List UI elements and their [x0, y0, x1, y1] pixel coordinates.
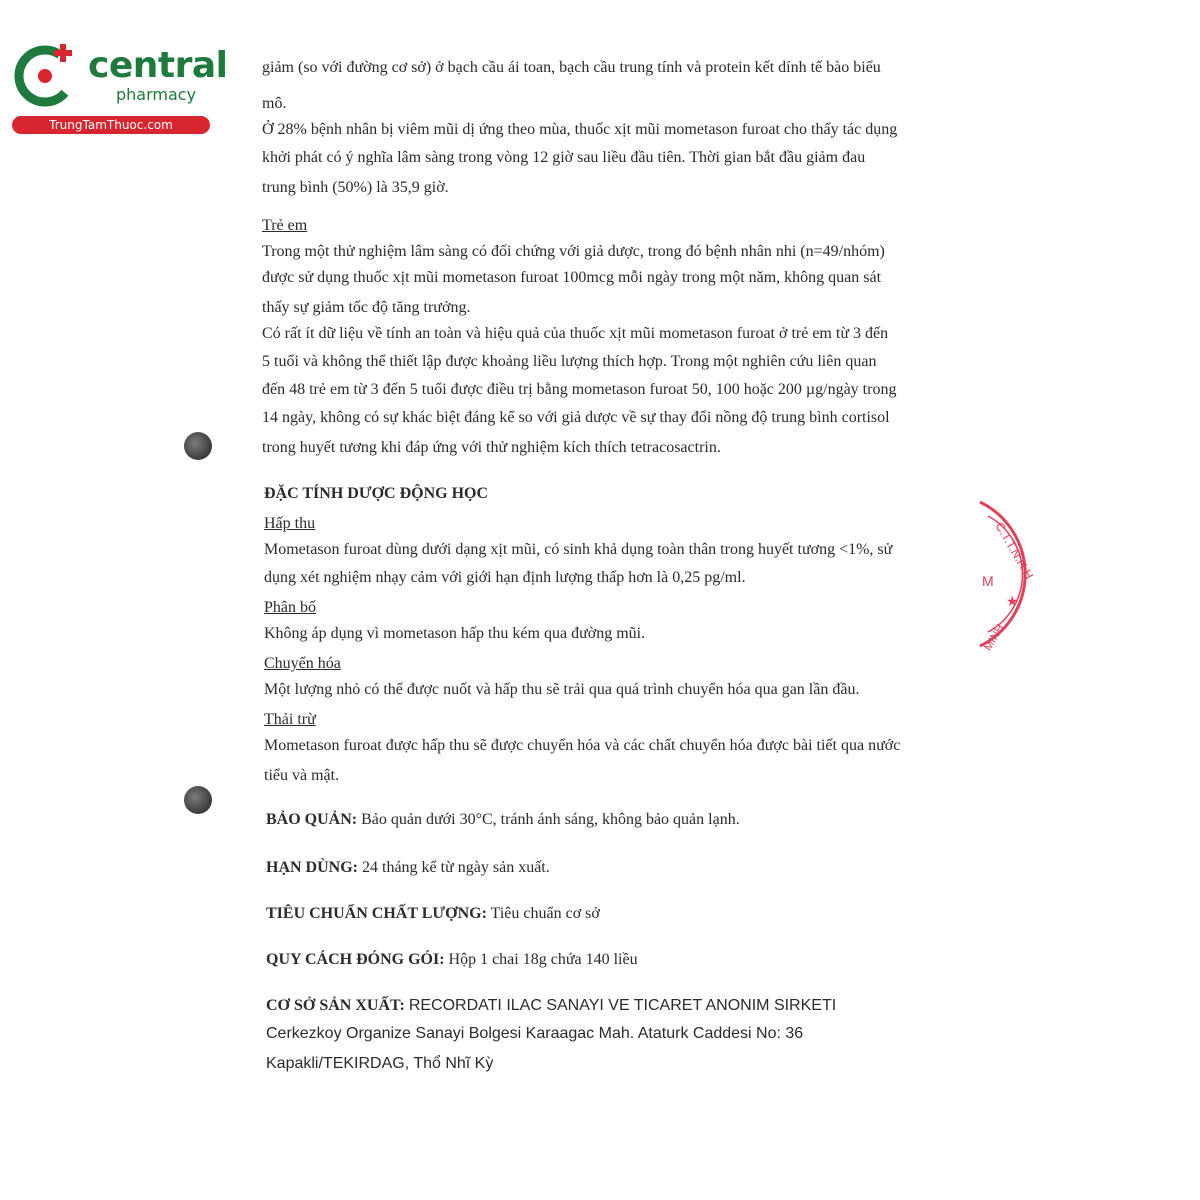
- stamp-star-icon: ★: [1006, 594, 1019, 610]
- co-so-row: [266, 996, 836, 1016]
- co-so-value: RECORDATI ILAC SANAYI VE TICARET ANONIM SIRKETI: [408, 997, 837, 1014]
- co-so-label: CƠ SỞ SẢN XUẤT:: [266, 997, 405, 1014]
- central-pharmacy-logo: [12, 38, 228, 138]
- stamp-text-mid: M: [982, 573, 994, 589]
- text-line: mô.: [262, 95, 287, 112]
- bao-quan-value: Bảo quản dưới 30°C, tránh ánh sáng, không bảo quản lạnh.: [361, 811, 740, 828]
- text-line: Một lượng nhỏ có thể được nuốt và hấp thu sẽ trải qua quá trình chuyển hóa qua gan lần đầu.: [264, 681, 860, 698]
- logo-site-bar: TrungTamThuoc.com: [12, 116, 210, 134]
- tieu-chuan-label: TIÊU CHUẨN CHẤT LƯỢNG:: [266, 905, 487, 922]
- bao-quan-row: [266, 810, 740, 830]
- bao-quan-label: BẢO QUẢN:: [266, 811, 358, 828]
- tieu-chuan-row: [266, 904, 600, 924]
- text-line: Ở 28% bệnh nhân bị viêm mũi dị ứng theo mùa, thuốc xịt mũi mometason furoat cho thấy tác dụng: [262, 121, 898, 138]
- address-line-2: Kapakli/TEKIRDAG, Thổ Nhĩ Kỳ: [266, 1055, 494, 1072]
- tieu-chuan-value: Tiêu chuẩn cơ sở: [490, 905, 600, 922]
- text-line: 14 ngày, không có sự khác biệt đáng kể so với giả dược về sự thay đổi nồng độ trung bình cortisol: [262, 409, 890, 426]
- punch-hole-bottom: [184, 786, 212, 814]
- text-line: trong huyết tương khi đáp ứng với thử nghiệm kích thích tetracosactrin.: [262, 439, 721, 456]
- logo-brand-text: central: [88, 45, 228, 86]
- text-line: Trong một thử nghiệm lâm sàng có đối chứng với giả dược, trong đó bệnh nhân nhi (n=49/nhóm): [262, 243, 885, 260]
- company-stamp: [960, 494, 1050, 654]
- logo-sub-text: pharmacy: [116, 85, 197, 104]
- text-line: Không áp dụng vì mometason hấp thu kém qua đường mũi.: [264, 625, 646, 642]
- text-line: Mometason furoat dùng dưới dạng xịt mũi, có sinh khả dụng toàn thân trong huyết tương <1%, sử: [264, 541, 893, 558]
- logo-mark-icon: [12, 40, 82, 110]
- address-line-1: Cerkezkoy Organize Sanayi Bolgesi Karaagac Mah. Ataturk Caddesi No: 36: [266, 1025, 804, 1042]
- text-line: đến 48 trẻ em từ 3 đến 5 tuổi được điều trị bằng mometason furoat 50, 100 hoặc 200 µg/ngày trong: [262, 381, 897, 398]
- han-dung-label: HẠN DÙNG:: [266, 859, 358, 876]
- text-line: được sử dụng thuốc xịt mũi mometason furoat 100mcg mỗi ngày trong một năm, không quan sát: [262, 269, 882, 286]
- text-line: khởi phát có ý nghĩa lâm sàng trong vòng 12 giờ sau liều đầu tiên. Thời gian bắt đầu giảm đau: [262, 149, 866, 166]
- text-line: 5 tuổi và không thể thiết lập được khoảng liều lượng thích hợp. Trong một nghiên cứu liên quan: [262, 353, 877, 370]
- punch-hole-top: [184, 432, 212, 460]
- heading-hap-thu: Hấp thu: [264, 515, 316, 532]
- text-line: trung bình (50%) là 35,9 giờ.: [262, 179, 449, 196]
- heading-duoc-dong-hoc: ĐẶC TÍNH DƯỢC ĐỘNG HỌC: [264, 485, 489, 502]
- heading-chuyen-hoa: Chuyển hóa: [264, 655, 341, 672]
- text-line: Có rất ít dữ liệu về tính an toàn và hiệu quả của thuốc xịt mũi mometason furoat ở trẻ em từ 3 đến: [262, 325, 889, 342]
- stamp-text-top: C.T.T.N.H.H: [992, 519, 1037, 582]
- quy-cach-row: [266, 950, 638, 970]
- text-line: tiểu và mật.: [264, 767, 340, 784]
- text-line: thấy sự giảm tốc độ tăng trưởng.: [262, 299, 471, 316]
- stamp-text-bottom: MINH: [982, 622, 1007, 653]
- heading-phan-bo: Phân bố: [264, 599, 316, 616]
- text-line: giảm (so với đường cơ sở) ở bạch cầu ái toan, bạch cầu trung tính và protein kết dính tế bào biểu: [262, 59, 881, 76]
- quy-cach-value: Hộp 1 chai 18g chứa 140 liều: [448, 951, 638, 968]
- text-line: Mometason furoat được hấp thu sẽ được chuyển hóa và các chất chuyển hóa được bài tiết qua nước: [264, 737, 901, 754]
- han-dung-row: [266, 858, 550, 878]
- heading-tre-em: Trẻ em: [262, 217, 308, 234]
- han-dung-value: 24 tháng kể từ ngày sản xuất.: [362, 859, 550, 876]
- heading-thai-tru: Thải trừ: [264, 711, 316, 728]
- text-line: dụng xét nghiệm nhạy cảm với giới hạn định lượng thấp hơn là 0,25 pg/ml.: [264, 569, 746, 586]
- quy-cach-label: QUY CÁCH ĐÓNG GÓI:: [266, 951, 445, 968]
